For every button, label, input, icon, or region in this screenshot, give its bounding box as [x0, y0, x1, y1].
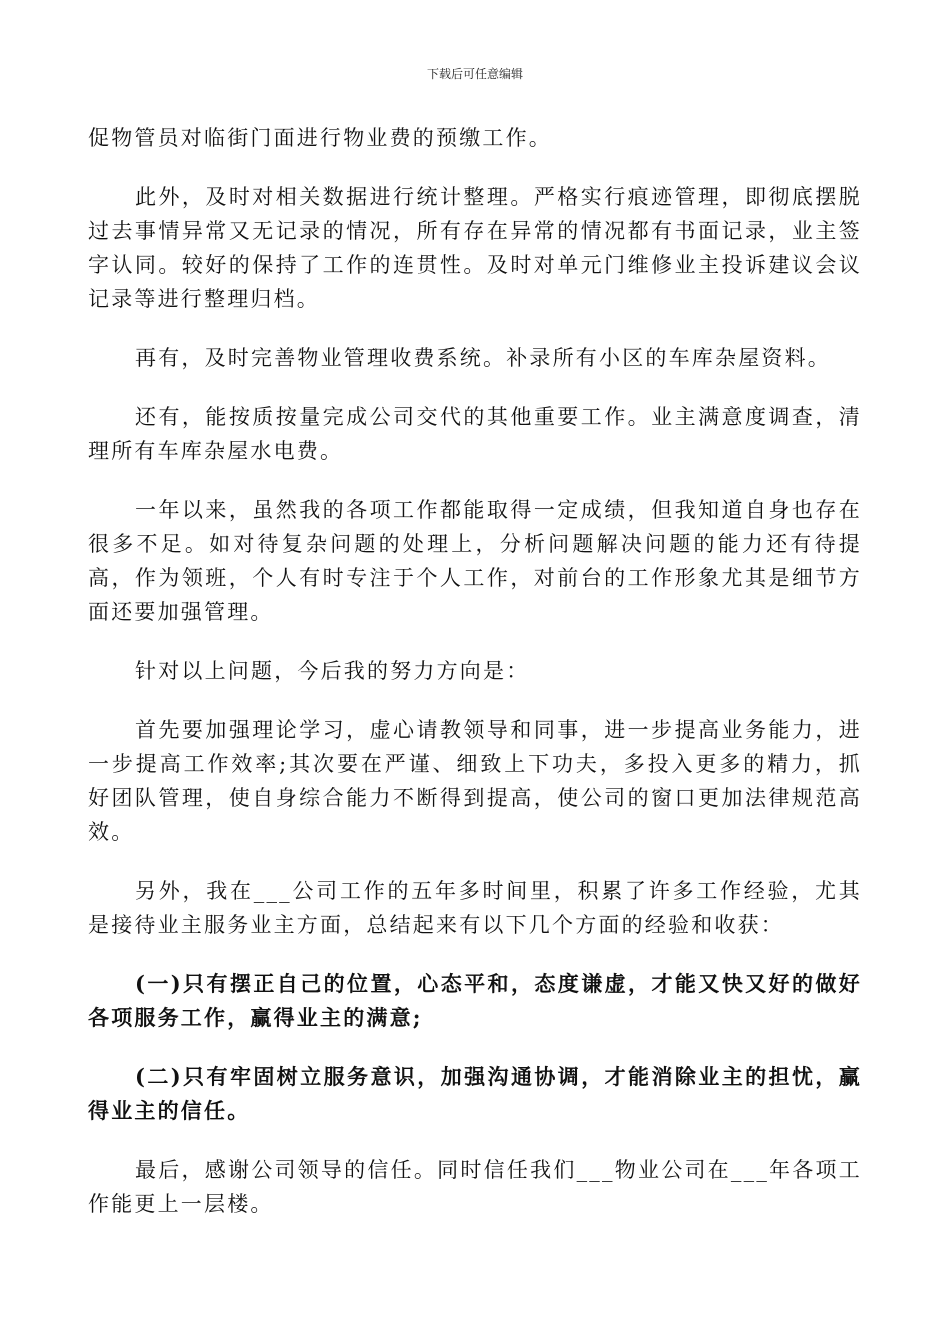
page-header: 下载后可任意编辑	[426, 67, 523, 81]
paragraph-9: (一)只有摆正自己的位置，心态平和，态度谦虚，才能又快又好的做好各项服务工作，赢得业主的满意;	[88, 971, 862, 1030]
paragraph-8: 另外，我在___公司工作的五年多时间里，积累了许多工作经验，尤其是接待业主服务业主方面，总结起来有以下几个方面的经验和收获：	[88, 879, 862, 937]
paragraph-5: 一年以来，虽然我的各项工作都能取得一定成绩，但我知道自身也存在很多不足。如对待复杂问题的处理上，分析问题解决问题的能力还有待提高，作为领班，个人有时专注于个人工作，对前台的工作形象尤其是细节方面还要加强管理。	[88, 498, 862, 624]
paragraph-4: 还有，能按质按量完成公司交代的其他重要工作。业主满意度调查，清理所有车库杂屋水电费。	[88, 405, 862, 463]
paragraph-6: 针对以上问题，今后我的努力方向是：	[135, 659, 530, 683]
paragraph-11: 最后，感谢公司领导的信任。同时信任我们___物业公司在___年各项工作能更上一层楼。	[88, 1158, 862, 1216]
paragraph-2: 此外，及时对相关数据进行统计整理。严格实行痕迹管理，即彻底摆脱过去事情异常又无记录的情况，所有存在异常的情况都有书面记录，业主签字认同。较好的保持了工作的连贯性。及时对单元门维修业主投诉建议会议记录等进行整理归档。	[88, 185, 862, 311]
paragraph-1: 促物管员对临街门面进行物业费的预缴工作。	[88, 126, 552, 150]
paragraph-10: (二)只有牢固树立服务意识，加强沟通协调，才能消除业主的担忧，赢得业主的信任。	[88, 1064, 862, 1123]
paragraph-3: 再有，及时完善物业管理收费系统。补录所有小区的车库杂屋资料。	[135, 346, 831, 370]
paragraph-7: 首先要加强理论学习，虚心请教领导和同事，进一步提高业务能力，进一步提高工作效率;其次要在严谨、细致上下功夫，多投入更多的精力，抓好团队管理，使自身综合能力不断得到提高，使公司的窗口更加法律规范高效。	[88, 718, 862, 844]
document-body	[88, 121, 862, 1246]
